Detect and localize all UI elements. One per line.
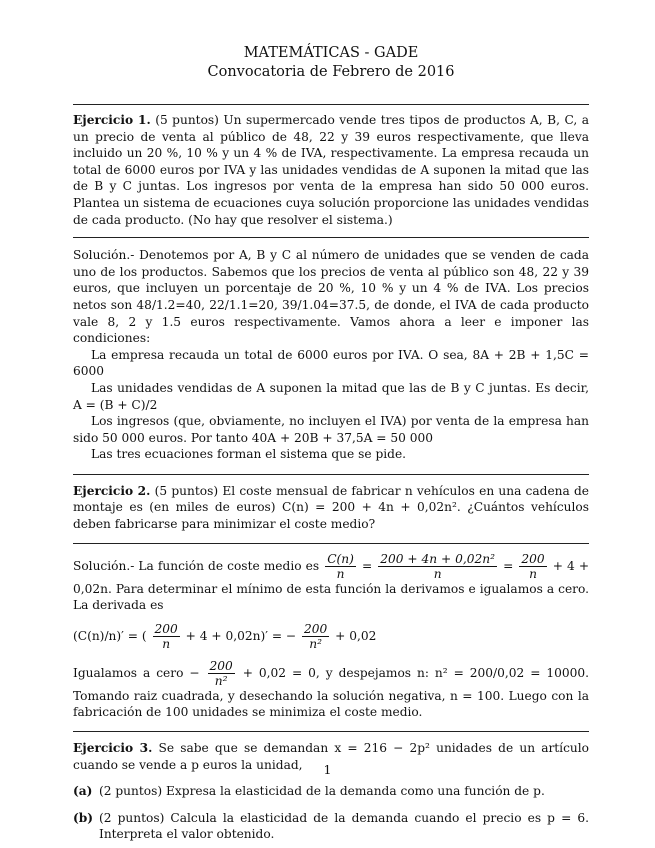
exercise-1-label: Ejercicio 1. <box>73 113 151 127</box>
fraction-200-over-n: $\frac{200}{n}$ <box>154 621 178 651</box>
exercise-1-text: (5 puntos) Un supermercado vende tres tipos de productos A, B, C, a un precio de venta al público de 48, 22 y 39 euros respectivamente, que lleva incluido un 20 %, 10 % y un 4 % de IVA, respectivamente. La empresa recauda un total de 6000 euros por IVA y las unidades vendidas de A suponen la mitad que las de B y C juntas. Los ingresos por venta de la empresa han sido 50 000 euros. Plantea un sistema de ecuaciones cuya solución proporcione las unidades vendidas de cada producto. (No hay que resolver el sistema.) <box>73 113 589 227</box>
solution-1 <box>73 247 589 463</box>
exercise-3-item-b <box>73 810 589 843</box>
fraction-cost-over-n: $\frac{\text{200 + 4n + 0,02n²}}{n}$ <box>380 551 495 581</box>
equals-sign: = <box>361 558 373 573</box>
exercise-3-text: Se sabe que se demandan x = 216 − 2p² unidades de un artículo cuando se vende a p euros la unidad, <box>73 741 589 772</box>
page-number: 1 <box>323 762 332 777</box>
solution-1-intro: Solución.- Denotemos por A, B y C al número de unidades que se venden de cada uno de los productos. Sabemos que los precios de venta al público son 48, 22 y 39 euros, que incluyen un porcentaje de 20 %, 10 % y un 4 % de IVA. Los precios netos son 48/1.2=40, 22/1.1=20, 39/1.04=37.5, de donde, el IVA de cada producto vale 8, 2 y 1.5 euros respectivamente. Vamos ahora a leer e imponer las condiciones: <box>73 248 589 346</box>
page-content <box>73 44 589 843</box>
fraction-200-over-n-squared: $\frac{200}{\text{n²}}$ <box>304 621 328 651</box>
solution-1-condition-2: Las unidades vendidas de A suponen la mitad que las de B y C juntas. Es decir, A = (B + C)/2 <box>73 380 589 412</box>
exam-subtitle: Convocatoria de Febrero de 2016 <box>207 64 455 80</box>
item-text: (2 puntos) Expresa la elasticidad de la demanda como una función de p. <box>99 784 545 799</box>
solution-2-intro: Solución.- La función de coste medio es <box>73 558 320 573</box>
solution-2-conclusion: Igualamos a cero − $\frac{200}{\text{n²}}$ + 0,02 = 0, y despejamos n: n² = 200/0,02 = 10000. Tomando raiz cuadrada, y desechando la solución negativa, n = 100. Luego con la fabricación de 100 unidades se minimiza el coste medio. <box>73 658 589 720</box>
fraction-cn-over-n: $\frac{C(n)}{n}$ <box>327 551 354 581</box>
exercise-2 <box>73 483 589 533</box>
divider <box>73 474 589 475</box>
fraction-200-over-n-squared: $\frac{200}{\text{n²}}$ <box>209 658 233 688</box>
exercise-3-item-a <box>73 783 589 800</box>
exercise-2-text: (5 puntos) El coste mensual de fabricar n vehículos en una cadena de montaje es (en miles de euros) C(n) = 200 + 4n + 0,02n². ¿Cuántos vehículos deben fabricarse para minimizar el coste medio? <box>73 483 590 532</box>
derivative-equation: (C(n)/n)′ = ( $\frac{200}{n}$ + 4 + 0,02n)′ = − $\frac{200}{\text{n²}}$ + 0,02 <box>73 621 377 651</box>
exercise-3 <box>73 740 589 843</box>
item-tag: (b) <box>73 810 94 825</box>
solution-2-tail: + 4 + 0,02n. Para determinar el mínimo de esta función la derivamos e igualamos a cero. La derivada es <box>73 558 590 613</box>
item-text: (2 puntos) Calcula la elasticidad de la demanda cuando el precio es p = 6. Interpreta el valor obtenido. <box>99 810 589 842</box>
divider <box>73 543 589 544</box>
exercise-1 <box>73 112 589 228</box>
divider <box>73 104 589 105</box>
solution-1-condition-3: Los ingresos (que, obviamente, no incluyen el IVA) por venta de la empresa han sido 50 000 euros. Por tanto 40A + 20B + 37,5A = 50 000 <box>73 414 589 445</box>
item-tag: (a) <box>73 784 93 799</box>
solution-2 <box>73 552 589 721</box>
exercise-3-label: Ejercicio 3. <box>73 741 153 756</box>
solution-1-conclusion: Las tres ecuaciones forman el sistema que se pide. <box>91 447 407 462</box>
divider <box>73 731 589 732</box>
exercise-2-label: Ejercicio 2. <box>73 483 151 498</box>
divider <box>73 237 589 238</box>
solution-1-condition-1: La empresa recauda un total de 6000 euros por IVA. O sea, 8A + 2B + 1,5C = 6000 <box>73 347 589 379</box>
fraction-200-over-n: $\frac{200}{n}$ <box>521 551 545 581</box>
equals-sign: = <box>503 558 514 573</box>
exam-title: MATEMÁTICAS - GADE <box>243 45 419 61</box>
